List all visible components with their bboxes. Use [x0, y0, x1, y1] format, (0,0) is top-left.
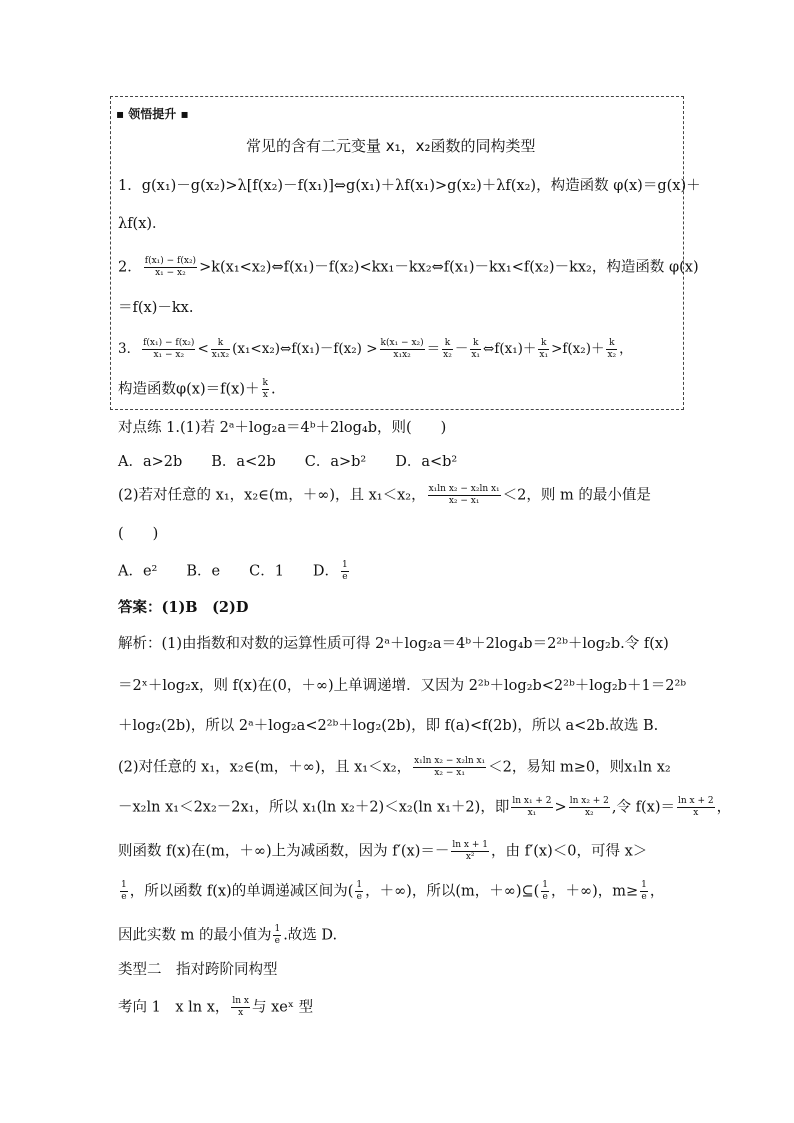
item3-line2: 构造函数φ(x)＝f(x)＋ $\frac{k}{x}$ .: [118, 378, 276, 400]
item1-line1: 1．g(x₁)－g(x₂)>λ[f(x₂)－f(x₁)]⇔g(x₁)＋λf(x₁)>g(x₂)＋λf(x₂)，构造函数 φ(x)＝g(x)＋: [118, 178, 701, 194]
question2-fraction: $\frac{\text{x₁ln x₂ − x₂ln x₁}}{\text{x₂ − x₁}}$: [428, 484, 500, 506]
solution-fraction-h: $\frac{1}{e}$: [542, 880, 549, 902]
item3-fraction-d: $\frac{k}{\text{x₂}}$: [443, 338, 452, 360]
direction-fraction: $\frac{\text{ln x}}{x}$: [232, 996, 250, 1018]
solution-line-7: $\frac{1}{e}$ ，所以函数 f(x)的单调递减区间为( $\frac{1}{e}$ ，＋∞)，所以(m，＋∞)⊆( $\frac{1}{e}$ ，＋∞)，m≥ $\frac{1}{e}$ ，: [121, 880, 665, 902]
item1-line2: λf(x)．: [118, 216, 167, 232]
exercise-options-2: A．e² B．e C．1 D． $\frac{1}{e}$: [118, 560, 348, 582]
item3-fraction-b: $\frac{k}{\text{x₁x₂}}$: [211, 338, 230, 360]
solution-line-4: (2)对任意的 x₁，x₂∈(m，＋∞)，且 x₁＜x₂， $\frac{\text{x₁ln x₂ − x₂ln x₁}}{\text{x₂ − x₁}}$ ＜2，易知 m≥0，则x₁ln x₂: [118, 756, 671, 778]
exercise-question-1: 对点练 1.(1)若 2ᵃ＋log₂a＝4ᵇ＋2log₄b，则( ): [118, 420, 447, 436]
solution-fraction-a: $\frac{\text{x₁ln x₂ − x₂ln x₁}}{\text{x₂ − x₁}}$: [414, 756, 486, 778]
exercise-options-1: A．a>2b B．a<2b C．a>b² D．a<b²: [118, 454, 458, 470]
answer: 答案：(1)B (2)D: [118, 599, 249, 616]
item3-fraction-f: $\frac{k}{\text{x₁}}$: [539, 338, 549, 360]
item2-fraction: $\frac{\text{f(x₁) − f(x₂)}}{\text{x₁ − x₂}}$: [144, 256, 197, 278]
solution-fraction-e: $\frac{\text{ln x + 1}}{\text{x²}}$: [452, 840, 488, 862]
exercise-question-2: (2)若对任意的 x₁，x₂∈(m，＋∞)，且 x₁＜x₂， $\frac{\text{x₁ln x₂ − x₂ln x₁}}{\text{x₂ − x₁}}$ ＜2，则 m 的最小值是: [118, 484, 651, 506]
item3-fraction-g: $\frac{k}{\text{x₂}}$: [607, 338, 617, 360]
item3-line2-fraction: $\frac{k}{x}$: [262, 378, 268, 400]
solution-fraction-f: $\frac{1}{e}$: [121, 880, 127, 902]
insight-title: 常见的含有二元变量 x₁，x₂函数的同构类型: [246, 137, 536, 155]
solution-fraction-b: $\frac{\text{ln x₁ + 2}}{\text{x₁}}$: [512, 796, 552, 818]
item2-line1: [118, 256, 699, 279]
solution-line-2: ＝2ˣ＋log₂x，则 f(x)在(0，＋∞)上单调递增．又因为 2²ᵇ＋log₂b<2²ᵇ＋log₂b＋1＝2²ᵇ: [118, 678, 687, 694]
item3-fraction-a: $\frac{\text{f(x₁) − f(x₂)}}{\text{x₁ − x₂}}$: [143, 338, 195, 360]
solution-fraction-d: $\frac{\text{ln x + 2}}{x}$: [678, 796, 714, 818]
item3-line1: 3． $\frac{\text{f(x₁) − f(x₂)}}{\text{x₁ − x₂}}$ < $\frac{k}{\text{x₁x₂}}$ (x₁<x₂)⇔f(x₁)－f(x₂) > $\frac{\text{k(x₁ − x₂)}}{\text{x₁x₂}}$ ＝ $\frac{k}{\text{x₂}}$ － $\frac{k}{\text{x₁}}$ ⇔f(x₁)＋ $\frac{k}{\text{x₁}}$ >f(x₂)＋ $\frac{k}{\text{x₂}}$ ，: [118, 338, 633, 360]
subsection-direction-1: 考向 1 x ln x， $\frac{\text{ln x}}{x}$ 与 xeˣ 型: [118, 996, 314, 1018]
exercise-paren: ( ): [118, 526, 159, 542]
solution-line-1: 解析：(1)由指数和对数的运算性质可得 2ᵃ＋log₂a＝4ᵇ＋2log₄b＝2²ᵇ＋log₂b.令 f(x): [118, 636, 669, 652]
solution-line-5: －x₂ln x₁＜2x₂－2x₁，所以 x₁(ln x₂＋2)＜x₂(ln x₁＋2)，即 $\frac{\text{ln x₁ + 2}}{\text{x₁}}$ > $\frac{\text{ln x₂ + 2}}{\text{x₂}}$ ,令 f(x)＝ $\frac{\text{ln x + 2}}{x}$ ，: [118, 796, 732, 818]
item2-line2: ＝f(x)－kx.: [118, 300, 194, 316]
solution-line-6: 则函数 f(x)在(m，＋∞)上为减函数，因为 f′(x)＝－ $\frac{\text{ln x + 1}}{\text{x²}}$ ，由 f′(x)＜0，可得 x＞: [118, 840, 648, 862]
item2-rest: >k(x₁<x₂)⇔f(x₁)－f(x₂)<kx₁－kx₂⇔f(x₁)－kx₁<f(x₂)－kx₂，构造函数 φ(x): [199, 259, 699, 276]
solution-fraction-c: $\frac{\text{ln x₂ + 2}}{\text{x₂}}$: [569, 796, 609, 818]
solution-line-8: 因此实数 m 的最小值为 $\frac{1}{e}$ .故选 D.: [118, 924, 338, 946]
solution-line-3: ＋log₂(2b)，所以 2ᵃ＋log₂a<2²ᵇ＋log₂(2b)，即 f(a)<f(2b)，所以 a<2b.故选 B.: [118, 718, 659, 734]
option-d-fraction: $\frac{1}{e}$: [342, 560, 348, 582]
solution-fraction-g: $\frac{1}{e}$: [356, 880, 363, 902]
section-heading-type2: 类型二 指对跨阶同构型: [118, 962, 278, 978]
item3-fraction-c: $\frac{\text{k(x₁ − x₂)}}{\text{x₁x₂}}$: [380, 338, 424, 360]
insight-tag: ▪ 领悟提升 ▪: [116, 107, 189, 121]
solution-fraction-j: $\frac{1}{e}$: [274, 924, 281, 946]
item2-prefix: 2．: [118, 259, 142, 276]
item3-fraction-e: $\frac{k}{\text{x₁}}$: [471, 338, 481, 360]
solution-fraction-i: $\frac{1}{e}$: [641, 880, 647, 902]
